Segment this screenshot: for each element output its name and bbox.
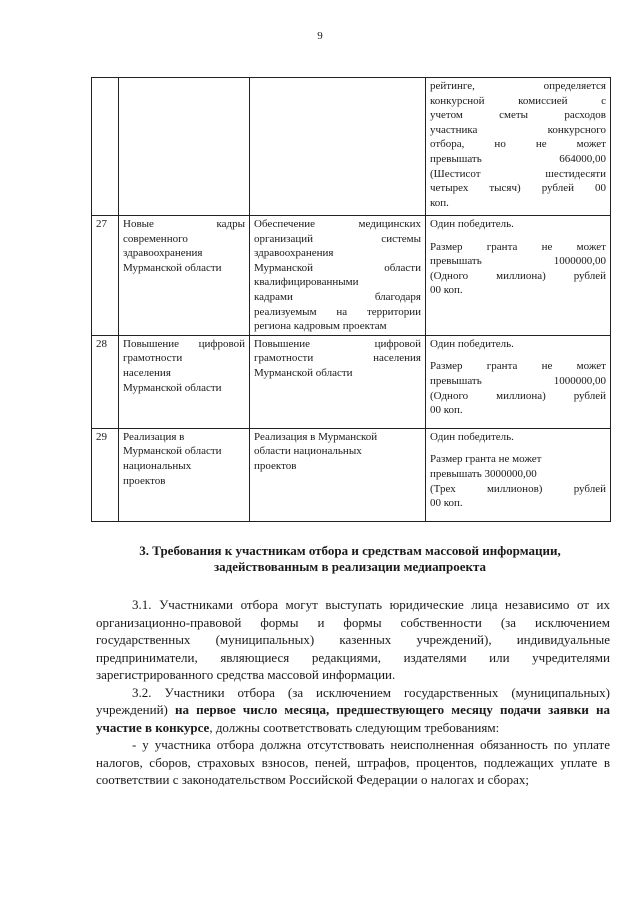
text-line: населения bbox=[123, 366, 171, 379]
row-number: 27 bbox=[92, 216, 119, 336]
text-line: кадрами благодаря bbox=[254, 290, 421, 303]
text-line: области национальных bbox=[254, 445, 362, 458]
text-line: Повышение цифровой bbox=[254, 337, 421, 350]
text-line: грамотности населения bbox=[254, 352, 421, 365]
text-line: квалифицированными bbox=[254, 276, 359, 289]
text-line: Мурманской области bbox=[123, 445, 222, 458]
table-row bbox=[92, 335, 611, 428]
goal-cell bbox=[250, 428, 426, 521]
conditions-cell bbox=[426, 335, 611, 428]
table-cell bbox=[92, 78, 119, 216]
text-line: (Шестисот шестидесяти bbox=[430, 167, 606, 180]
text-line: 00 коп. bbox=[430, 497, 463, 510]
conditions-cell bbox=[426, 428, 611, 521]
text-line: региона кадровым проектам bbox=[254, 320, 387, 333]
row-number: 29 bbox=[92, 428, 119, 521]
text-line: Реализация в Мурманской bbox=[254, 430, 378, 443]
text-line: проектов bbox=[254, 459, 297, 472]
text-line: здравоохранения bbox=[123, 247, 203, 260]
text-line: отбора, но не может bbox=[430, 138, 606, 151]
text-line: 00 коп. bbox=[430, 404, 463, 417]
text-line: превышать 664000,00 bbox=[430, 152, 606, 165]
text-line: Мурманской области bbox=[254, 366, 353, 379]
text-line: Мурманской области bbox=[254, 261, 421, 274]
text-line: конкурсной комиссией с bbox=[430, 94, 606, 107]
winner-text: Один победитель. bbox=[430, 430, 514, 443]
text-line: Новые кадры bbox=[123, 218, 245, 230]
grants-table bbox=[91, 77, 611, 522]
text-line: рейтинге, определяется bbox=[430, 80, 606, 92]
project-name-cell bbox=[119, 216, 250, 336]
text-line: Повышение цифровой bbox=[123, 337, 245, 350]
text-line: учетом сметы расходов bbox=[430, 109, 606, 122]
winner-text: Один победитель. bbox=[430, 337, 514, 350]
text-line: Размер гранта не может bbox=[430, 240, 606, 253]
text-line: Реализация в bbox=[123, 430, 185, 443]
text-line: 00 коп. bbox=[430, 284, 463, 297]
text-line: организаций системы bbox=[254, 232, 421, 245]
goal-cell bbox=[250, 216, 426, 336]
text-line: реализуемым на территории bbox=[254, 305, 421, 318]
text-line: национальных bbox=[123, 459, 192, 472]
page-number: 9 bbox=[317, 30, 323, 42]
text-line: превышать 3000000,00 bbox=[430, 467, 537, 480]
winner-text: Один победитель. bbox=[430, 218, 514, 230]
text-line: проектов bbox=[123, 474, 166, 487]
text-line: здравоохранения bbox=[254, 247, 334, 260]
text-line: превышать 1000000,00 bbox=[430, 255, 606, 268]
table-row bbox=[92, 78, 611, 216]
bullet-item: - у участника отбора должна отсутствовать неисполненная обязанность по уплате налогов, сборов, страховых взносов, пеней, штрафов, процентов, подлежащих уплате в соответствии с законодательством Российской Федерации о налогах и сборах; bbox=[96, 737, 610, 787]
paragraph-3-1: 3.1. Участниками отбора могут выступать юридические лица независимо от их организационно-правовой формы и формы собственности (за исключением государственных (муниципальных) казенных учреждений), индивидуальные предприниматели, являющиеся редакциями, издателями или учредителями зарегистрированного средства массовой информации. bbox=[96, 597, 610, 682]
text-line: участника конкурсного bbox=[430, 123, 606, 136]
paragraph-text: 3.2. Участники отбора (за исключением государственных (муниципальных) учреждений) bbox=[96, 684, 610, 717]
project-name-cell bbox=[119, 428, 250, 521]
text-line: (Трех миллионов) рублей bbox=[430, 482, 606, 495]
heading-line: 3. Требования к участникам отбора и средствам массовой информации, bbox=[139, 543, 561, 558]
paragraph-text: , должны соответствовать следующим требованиям: bbox=[209, 719, 500, 735]
table-cell bbox=[119, 78, 250, 216]
goal-cell bbox=[250, 335, 426, 428]
section-heading bbox=[80, 543, 620, 575]
emphasis-text: на первое число месяца, предшествующего месяцу подачи заявки на участие в конкурсе bbox=[96, 702, 610, 735]
text-line: Обеспечение медицинских bbox=[254, 218, 421, 230]
table-row bbox=[92, 216, 611, 336]
text-line: (Одного миллиона) рублей bbox=[430, 389, 606, 402]
text-line: современного bbox=[123, 232, 188, 245]
table-row bbox=[92, 428, 611, 521]
text-line: Мурманской области bbox=[123, 381, 222, 394]
project-name-cell bbox=[119, 335, 250, 428]
heading-line: задействованным в реализации медиапроекта bbox=[213, 559, 487, 574]
text-line: грамотности bbox=[123, 352, 183, 365]
table-cell bbox=[250, 78, 426, 216]
conditions-cell bbox=[426, 216, 611, 336]
text-line: Размер гранта не может bbox=[430, 453, 542, 466]
text-line: коп. bbox=[430, 196, 449, 209]
paragraph-3-2 bbox=[96, 684, 610, 737]
text-line: четырех тысяч) рублей 00 bbox=[430, 182, 606, 195]
text-line: превышать 1000000,00 bbox=[430, 374, 606, 387]
text-line: Мурманской области bbox=[123, 261, 222, 274]
conditions-cell bbox=[426, 78, 611, 216]
row-number: 28 bbox=[92, 335, 119, 428]
section-body bbox=[96, 596, 610, 789]
text-line: (Одного миллиона) рублей bbox=[430, 269, 606, 282]
text-line: Размер гранта не может bbox=[430, 360, 606, 373]
